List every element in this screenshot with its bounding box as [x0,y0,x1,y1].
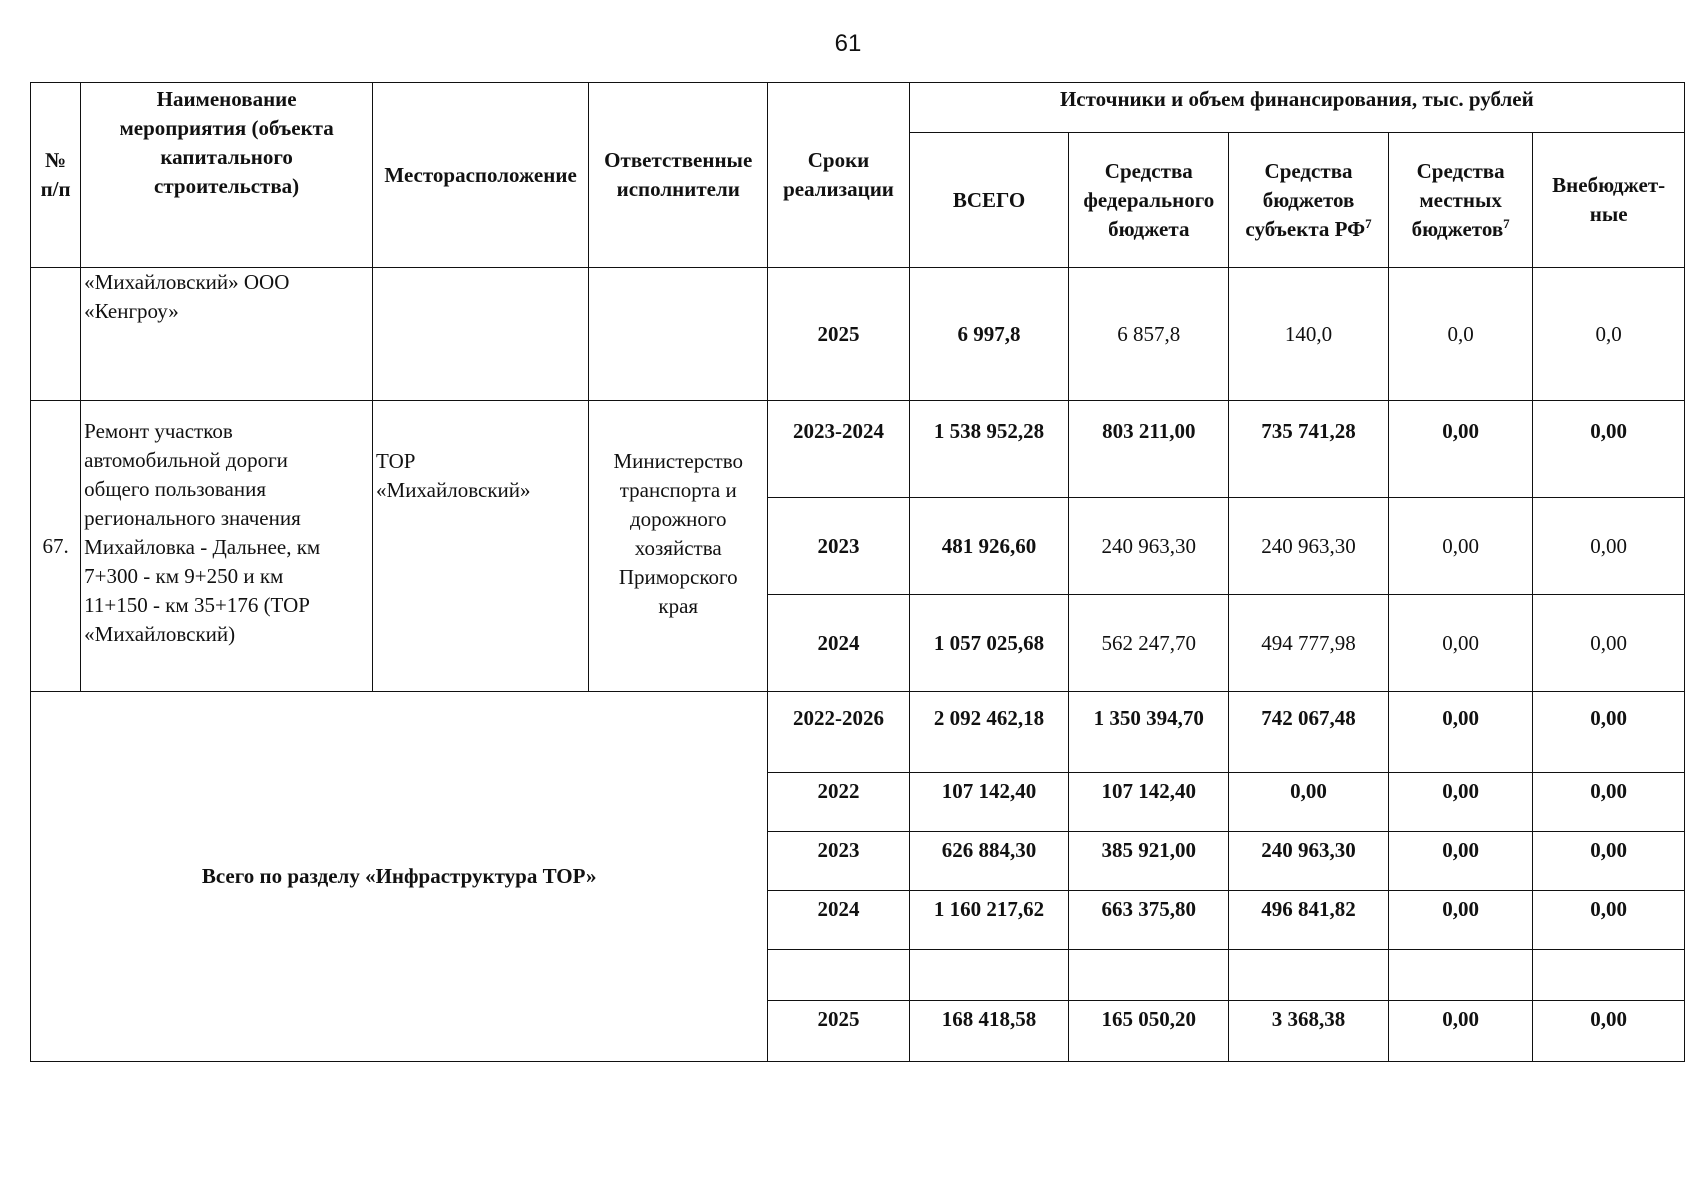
federal-cell: 165 050,20 [1069,1001,1229,1062]
extra-cell: 0,00 [1533,1001,1685,1062]
local-cell: 0,00 [1388,692,1532,773]
extra-cell: 0,0 [1533,268,1685,401]
federal-cell [1069,950,1229,1001]
year-cell: 2022 [768,773,909,832]
header-name: Наименование мероприятия (объекта капитального строительства) [81,83,373,268]
federal-cell: 6 857,8 [1069,268,1229,401]
header-terms: Сроки реализации [768,83,909,268]
total-cell: 481 926,60 [909,498,1069,595]
cont-responsible-cell [589,268,768,401]
extra-cell [1533,950,1685,1001]
year-cell: 2023 [768,832,909,891]
local-cell: 0,00 [1388,832,1532,891]
regional-cell: 3 368,38 [1229,1001,1389,1062]
federal-cell: 663 375,80 [1069,891,1229,950]
regional-cell: 496 841,82 [1229,891,1389,950]
total-cell [909,950,1069,1001]
local-cell: 0,00 [1388,773,1532,832]
local-cell: 0,0 [1388,268,1532,401]
extra-cell: 0,00 [1533,498,1685,595]
total-cell: 1 160 217,62 [909,891,1069,950]
year-cell: 2023-2024 [768,401,909,498]
cont-name-cell: «Михайловский» ООО «Кенгроу» [81,268,373,401]
extra-cell: 0,00 [1533,401,1685,498]
total-cell: 1 538 952,28 [909,401,1069,498]
table-row [31,692,1685,773]
year-cell: 2025 [768,268,909,401]
federal-cell: 1 350 394,70 [1069,692,1229,773]
year-cell: 2022-2026 [768,692,909,773]
year-cell: 2025 [768,1001,909,1062]
header-location: Месторасположение [373,83,589,268]
regional-cell: 735 741,28 [1229,401,1389,498]
federal-cell: 385 921,00 [1069,832,1229,891]
cont-location-cell [373,268,589,401]
federal-cell: 240 963,30 [1069,498,1229,595]
year-cell: 2024 [768,595,909,692]
total-cell: 2 092 462,18 [909,692,1069,773]
extra-cell: 0,00 [1533,773,1685,832]
header-local: Средства местных бюджетов$^7$ [1388,133,1532,268]
local-cell: 0,00 [1388,595,1532,692]
extra-cell: 0,00 [1533,891,1685,950]
header-responsible: Ответственные исполнители [589,83,768,268]
total-cell: 168 418,58 [909,1001,1069,1062]
local-cell: 0,00 [1388,401,1532,498]
federal-cell: 562 247,70 [1069,595,1229,692]
header-funding-group: Источники и объем финансирования, тыс. рублей [909,83,1684,133]
item-responsible: Министерство транспорта и дорожного хозяйства Приморского края [589,401,768,692]
regional-cell: 240 963,30 [1229,498,1389,595]
cont-num-cell [31,268,81,401]
regional-cell [1229,950,1389,1001]
year-cell [768,950,909,1001]
local-cell [1388,950,1532,1001]
section-total-label: Всего по разделу «Инфраструктура ТОР» [31,692,768,1062]
total-cell: 626 884,30 [909,832,1069,891]
federal-cell: 803 211,00 [1069,401,1229,498]
extra-cell: 0,00 [1533,595,1685,692]
item-name: Ремонт участков автомобильной дороги общего пользования регионального значения Михайловка - Дальнее, км 7+300 - км 9+250 и км 11+150 - км 35+176 (ТОР «Михайловский) [81,401,373,692]
item-location: ТОР «Михайловский» [373,401,589,692]
header-extra: Внебюджет- ные [1533,133,1685,268]
total-cell: 107 142,40 [909,773,1069,832]
local-cell: 0,00 [1388,1001,1532,1062]
total-cell: 1 057 025,68 [909,595,1069,692]
page-number: 61 [834,30,862,57]
regional-cell: 0,00 [1229,773,1389,832]
extra-cell: 0,00 [1533,832,1685,891]
local-cell: 0,00 [1388,891,1532,950]
header-federal: Средства федерального бюджета [1069,133,1229,268]
regional-cell: 140,0 [1229,268,1389,401]
total-cell: 6 997,8 [909,268,1069,401]
table-row [31,268,1685,401]
header-num: № п/п [31,83,81,268]
header-total: ВСЕГО [909,133,1069,268]
item-num: 67. [31,401,81,692]
regional-cell: 494 777,98 [1229,595,1389,692]
regional-cell: 742 067,48 [1229,692,1389,773]
table-row [31,401,1685,498]
regional-cell: 240 963,30 [1229,832,1389,891]
header-regional: Средства бюджетов субъекта $РФ^7$ [1229,133,1389,268]
federal-cell: 107 142,40 [1069,773,1229,832]
year-cell: 2023 [768,498,909,595]
financing-table [30,82,1685,1062]
local-cell: 0,00 [1388,498,1532,595]
year-cell: 2024 [768,891,909,950]
extra-cell: 0,00 [1533,692,1685,773]
